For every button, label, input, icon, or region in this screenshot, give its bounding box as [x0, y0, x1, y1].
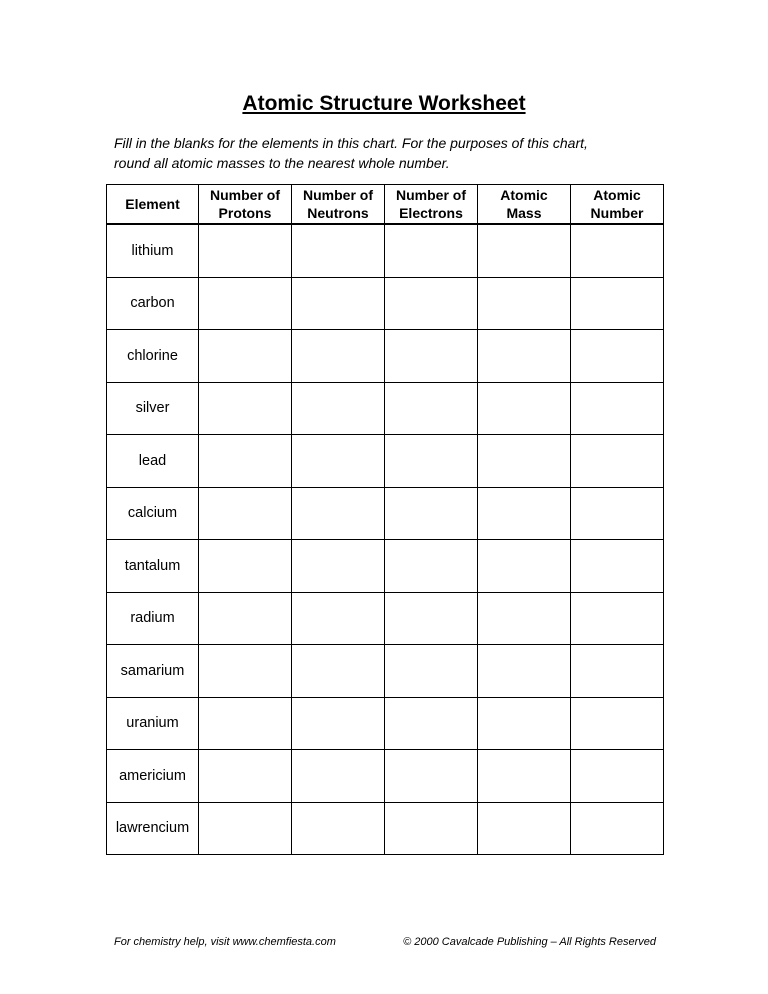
atomic-mass-cell[interactable] — [478, 224, 571, 277]
protons-cell[interactable] — [199, 382, 292, 435]
atomic-mass-cell[interactable] — [478, 487, 571, 540]
table-row — [107, 330, 664, 383]
table-row — [107, 697, 664, 750]
atomic-mass-cell[interactable] — [478, 750, 571, 803]
atomic-mass-cell[interactable] — [478, 592, 571, 645]
neutrons-cell[interactable] — [292, 802, 385, 855]
table-row — [107, 750, 664, 803]
table-row — [107, 277, 664, 330]
element-name-cell: americium — [107, 750, 199, 803]
element-name-cell: samarium — [107, 645, 199, 698]
table-row — [107, 435, 664, 488]
atomic-number-cell[interactable] — [571, 224, 664, 277]
element-name-cell: calcium — [107, 487, 199, 540]
element-chart-table — [106, 184, 664, 855]
element-name-cell: radium — [107, 592, 199, 645]
atomic-number-cell[interactable] — [571, 645, 664, 698]
electrons-cell[interactable] — [385, 330, 478, 383]
element-name-cell: lithium — [107, 224, 199, 277]
header-element: Element — [107, 185, 199, 225]
table-body — [107, 224, 664, 855]
electrons-cell[interactable] — [385, 592, 478, 645]
table-row — [107, 645, 664, 698]
atomic-number-cell[interactable] — [571, 592, 664, 645]
neutrons-cell[interactable] — [292, 592, 385, 645]
electrons-cell[interactable] — [385, 487, 478, 540]
atomic-number-cell[interactable] — [571, 540, 664, 593]
atomic-mass-cell[interactable] — [478, 540, 571, 593]
protons-cell[interactable] — [199, 540, 292, 593]
electrons-cell[interactable] — [385, 435, 478, 488]
electrons-cell[interactable] — [385, 277, 478, 330]
protons-cell[interactable] — [199, 435, 292, 488]
table-row — [107, 540, 664, 593]
header-protons: Number of Protons — [199, 185, 292, 225]
electrons-cell[interactable] — [385, 224, 478, 277]
element-name-cell: carbon — [107, 277, 199, 330]
neutrons-cell[interactable] — [292, 330, 385, 383]
table-row — [107, 382, 664, 435]
table-row — [107, 802, 664, 855]
atomic-mass-cell[interactable] — [478, 645, 571, 698]
protons-cell[interactable] — [199, 592, 292, 645]
atomic-number-cell[interactable] — [571, 435, 664, 488]
electrons-cell[interactable] — [385, 697, 478, 750]
electrons-cell[interactable] — [385, 540, 478, 593]
atomic-number-cell[interactable] — [571, 487, 664, 540]
element-name-cell: uranium — [107, 697, 199, 750]
header-atomic-number: Atomic Number — [571, 185, 664, 225]
footer-help-link: For chemistry help, visit www.chemfiesta.com — [114, 936, 336, 948]
atomic-number-cell[interactable] — [571, 750, 664, 803]
electrons-cell[interactable] — [385, 750, 478, 803]
atomic-number-cell[interactable] — [571, 277, 664, 330]
atomic-number-cell[interactable] — [571, 802, 664, 855]
neutrons-cell[interactable] — [292, 540, 385, 593]
instructions-line-2: round all atomic masses to the nearest whole number. — [114, 155, 450, 171]
neutrons-cell[interactable] — [292, 277, 385, 330]
neutrons-cell[interactable] — [292, 224, 385, 277]
table-row — [107, 224, 664, 277]
atomic-mass-cell[interactable] — [478, 277, 571, 330]
electrons-cell[interactable] — [385, 802, 478, 855]
element-name-cell: tantalum — [107, 540, 199, 593]
protons-cell[interactable] — [199, 645, 292, 698]
instructions-line-1: Fill in the blanks for the elements in this chart. For the purposes of this chart, — [114, 135, 588, 151]
header-electrons: Number of Electrons — [385, 185, 478, 225]
page-title: Atomic Structure Worksheet — [242, 92, 526, 115]
atomic-number-cell[interactable] — [571, 697, 664, 750]
element-name-cell: lawrencium — [107, 802, 199, 855]
element-name-cell: silver — [107, 382, 199, 435]
table-row — [107, 592, 664, 645]
footer-copyright: © 2000 Cavalcade Publishing – All Rights Reserved — [403, 936, 656, 948]
neutrons-cell[interactable] — [292, 645, 385, 698]
protons-cell[interactable] — [199, 750, 292, 803]
electrons-cell[interactable] — [385, 645, 478, 698]
table-row — [107, 487, 664, 540]
protons-cell[interactable] — [199, 224, 292, 277]
electrons-cell[interactable] — [385, 382, 478, 435]
atomic-mass-cell[interactable] — [478, 330, 571, 383]
header-neutrons: Number of Neutrons — [292, 185, 385, 225]
neutrons-cell[interactable] — [292, 382, 385, 435]
element-name-cell: lead — [107, 435, 199, 488]
neutrons-cell[interactable] — [292, 750, 385, 803]
atomic-mass-cell[interactable] — [478, 802, 571, 855]
protons-cell[interactable] — [199, 277, 292, 330]
instructions — [114, 133, 674, 173]
protons-cell[interactable] — [199, 697, 292, 750]
atomic-number-cell[interactable] — [571, 330, 664, 383]
atomic-mass-cell[interactable] — [478, 382, 571, 435]
protons-cell[interactable] — [199, 487, 292, 540]
atomic-mass-cell[interactable] — [478, 697, 571, 750]
neutrons-cell[interactable] — [292, 487, 385, 540]
protons-cell[interactable] — [199, 802, 292, 855]
atomic-number-cell[interactable] — [571, 382, 664, 435]
element-name-cell: chlorine — [107, 330, 199, 383]
neutrons-cell[interactable] — [292, 697, 385, 750]
atomic-mass-cell[interactable] — [478, 435, 571, 488]
protons-cell[interactable] — [199, 330, 292, 383]
header-atomic-mass: Atomic Mass — [478, 185, 571, 225]
table-header-row — [107, 185, 664, 225]
neutrons-cell[interactable] — [292, 435, 385, 488]
